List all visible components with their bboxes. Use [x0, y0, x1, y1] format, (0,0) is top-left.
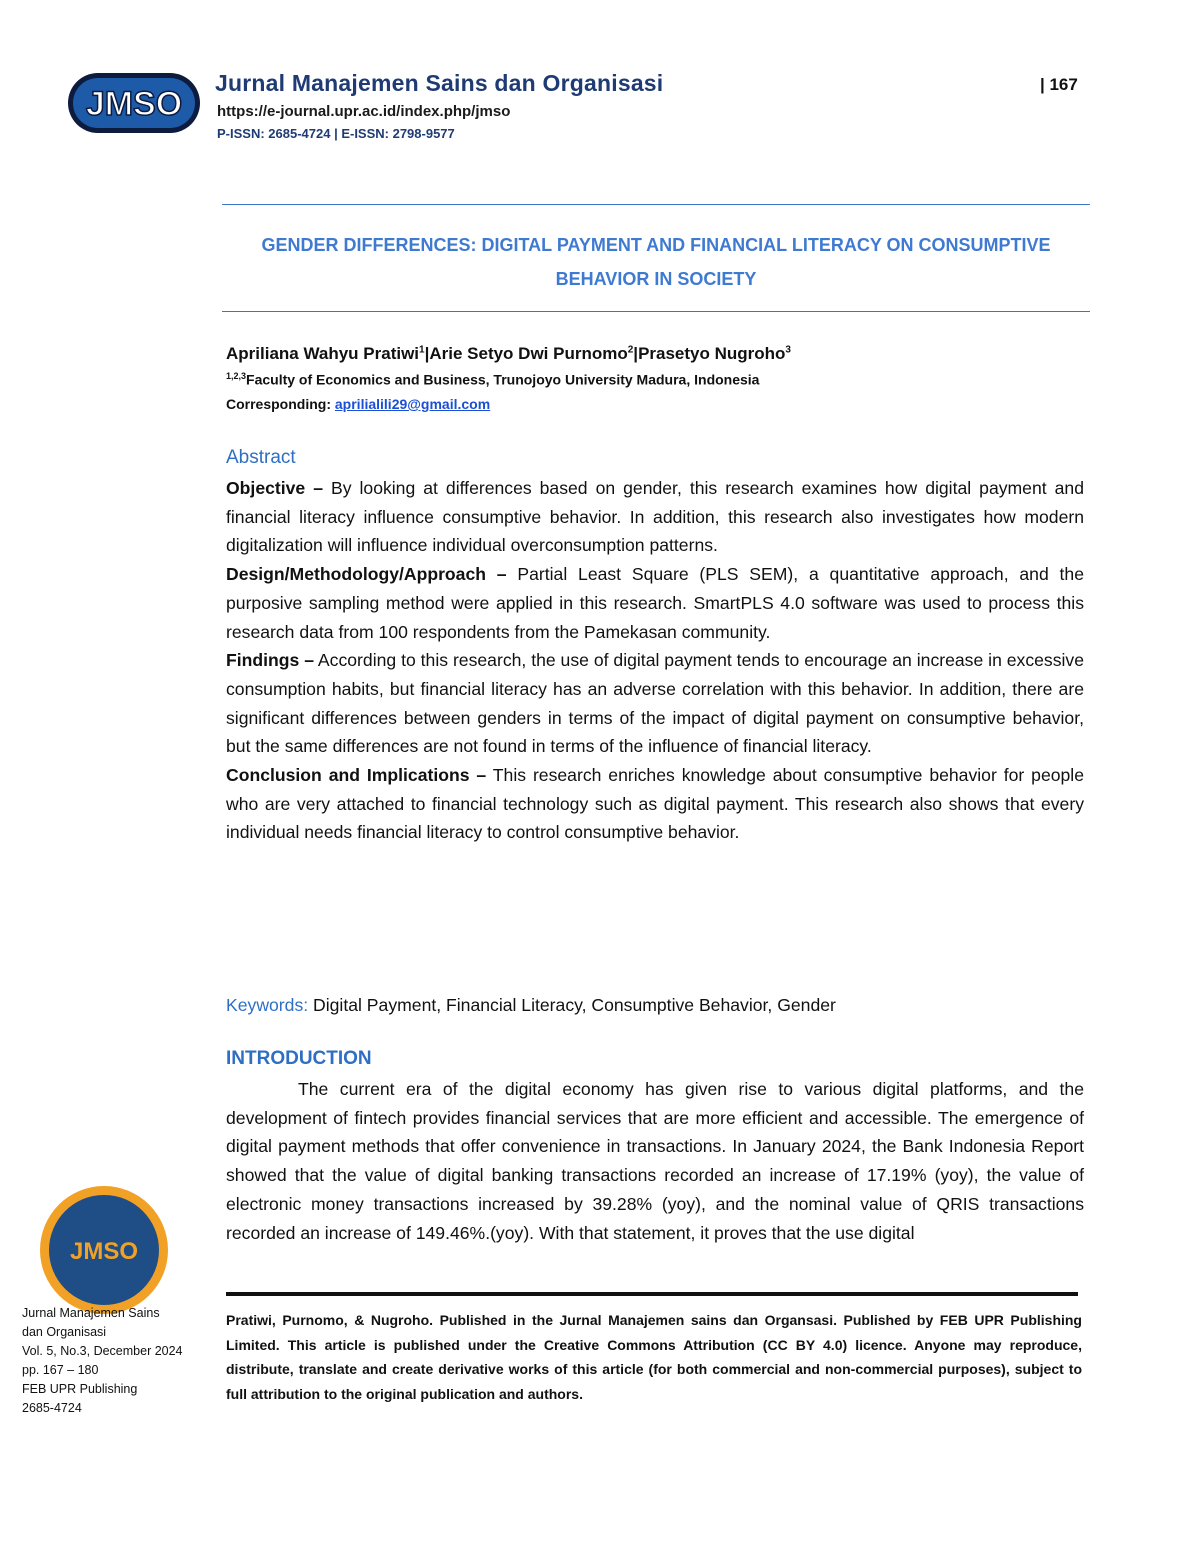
affiliation: [226, 371, 759, 388]
introduction-heading: INTRODUCTION: [226, 1048, 372, 1069]
author-list: [226, 344, 791, 364]
title-top-rule: [222, 204, 1090, 205]
svg-text:JMSO: JMSO: [85, 85, 183, 123]
license-note: Pratiwi, Purnomo, & Nugroho. Published in the Jurnal Manajemen sains dan Organsasi. Published by FEB UPR Publishing Limited. This article is published under the Creative Commons Attribution (CC BY 4.0) licence. Anyone may reproduce, distribute, translate and create derivative works of this article (for both commercial and non-commercial purposes), subject to full attribution to the original publication and authors.: [226, 1312, 1082, 1402]
side-line-2: dan Organisasi: [22, 1325, 107, 1339]
title-line-1: GENDER DIFFERENCES: DIGITAL PAYMENT AND FINANCIAL LITERACY ON CONSUMPTIVE: [261, 235, 1051, 255]
corresponding-email-link[interactable]: aprilialili29@gmail.com: [334, 396, 491, 412]
design-label: Design/Methodology/Approach –: [226, 564, 507, 585]
paper-title: [222, 228, 1090, 296]
abstract-findings: [226, 646, 1084, 761]
author-3: Prasetyo Nugroho: [638, 344, 786, 363]
side-line-6: 2685-4724: [22, 1401, 82, 1415]
findings-text: According to this research, the use of digital payment tends to encourage an increase in excessive consumption habits, but financial literacy has an adverse correlation with this behavior. In addition, there are significant differences between genders in terms of the impact of digital payment on consumptive behavior, but the same differences are not found in terms of the influence of financial literacy.: [226, 650, 1085, 757]
side-line-4: pp. 167 – 180: [22, 1363, 99, 1377]
author-3-sup: 3: [785, 344, 791, 356]
affiliation-text: Faculty of Economics and Business, Trunojoyo University Madura, Indonesia: [246, 371, 760, 388]
abstract-body: [226, 474, 1084, 847]
introduction-text: The current era of the digital economy has given rise to various digital platforms, and the development of fintech provides financial services that are more efficient and accessible. The emergence of digital payment methods that offer convenience in transactions. In January 2024, the Bank Indonesia Report showed that the value of digital banking transactions recorded an increase of 17.19% (yoy), the value of electronic money transactions increased by 39.28% (yoy), and the nominal value of QRIS transactions recorded an increase of 149.46%.(yoy). With that statement, it proves that the use digital: [226, 1079, 1084, 1243]
journal-side-info: [22, 1304, 183, 1418]
author-2: Arie Setyo Dwi Purnomo: [429, 344, 628, 363]
conclusion-text: This research enriches knowledge about consumptive behavior for people who are very attached to financial technology such as digital payment. This research also shows that every individual needs financial literacy to control consumptive behavior.: [226, 765, 1084, 843]
title-bottom-rule: [222, 311, 1090, 312]
svg-text:JMSO: JMSO: [69, 1238, 139, 1265]
title-line-2: BEHAVIOR IN SOCIETY: [555, 269, 757, 289]
objective-label: Objective –: [226, 478, 323, 498]
journal-url[interactable]: https://e-journal.upr.ac.id/index.php/jmso: [217, 103, 511, 120]
abstract-heading: Abstract: [226, 447, 296, 468]
findings-label: Findings –: [226, 650, 314, 671]
journal-name: Jurnal Manajemen Sains dan Organisasi: [215, 70, 664, 96]
abstract-conclusion: [226, 761, 1084, 847]
issn-line: P-ISSN: 2685-4724 | E-ISSN: 2798-9577: [217, 126, 455, 141]
jmso-logo: [66, 70, 202, 136]
corresponding-label: Corresponding:: [226, 396, 335, 412]
side-line-1: Jurnal Manajemen Sains: [22, 1306, 160, 1320]
abstract-objective: [226, 474, 1084, 560]
keywords-text: Digital Payment, Financial Literacy, Consumptive Behavior, Gender: [308, 995, 836, 1015]
affiliation-sup: 1,2,3: [226, 371, 247, 381]
side-line-3: Vol. 5, No.3, December 2024: [22, 1344, 183, 1358]
jmso-badge: [38, 1184, 170, 1316]
author-2-sup: 2: [627, 344, 634, 356]
objective-text: By looking at differences based on gender, this research examines how digital payment and financial literacy influence consumptive behavior. In addition, this research also investigates how modern digitalization will influence individual overconsumption patterns.: [226, 478, 1084, 556]
corresponding: [226, 396, 490, 412]
footer-rule: [226, 1292, 1078, 1296]
abstract-design: [226, 560, 1084, 646]
author-1: Apriliana Wahyu Pratiwi: [226, 344, 420, 363]
author-1-sup: 1: [419, 344, 425, 356]
conclusion-label: Conclusion and Implications –: [226, 765, 487, 786]
side-line-5: FEB UPR Publishing: [22, 1382, 138, 1396]
page-number: | 167: [1040, 75, 1078, 94]
design-text: Partial Least Square (PLS SEM), a quantitative approach, and the purposive sampling method were applied in this research. SmartPLS 4.0 software was used to process this research data from 100 respondents from the Pamekasan community.: [226, 564, 1084, 642]
author-separator: |: [424, 344, 430, 363]
keywords: [226, 991, 1084, 1019]
author-separator: |: [633, 344, 639, 363]
keywords-label: Keywords:: [226, 995, 309, 1015]
